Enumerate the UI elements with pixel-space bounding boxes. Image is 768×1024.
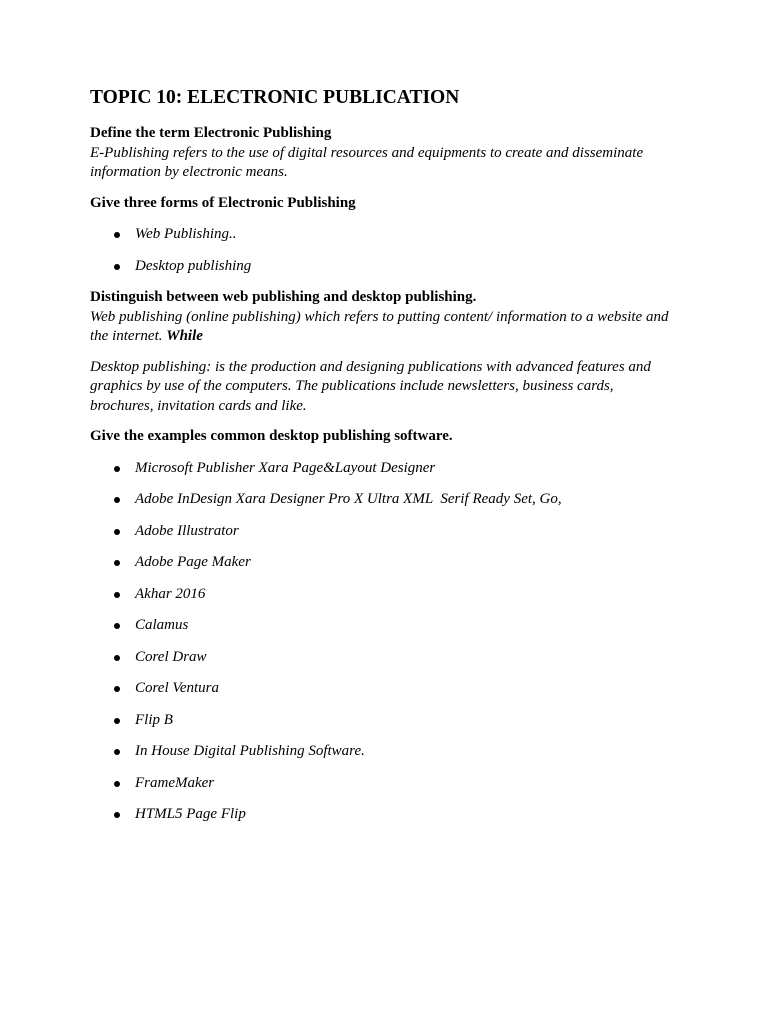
bullet-icon (114, 655, 120, 661)
list-item (90, 805, 678, 825)
answer-while: While (166, 328, 203, 344)
bullet-icon (114, 749, 120, 755)
bullet-icon (114, 466, 120, 472)
list-item-text: Corel Ventura (135, 680, 220, 696)
list-item-text: Akhar 2016 (135, 585, 206, 602)
list-item (90, 585, 678, 605)
bullet-icon (114, 812, 120, 818)
answer-web-publishing (90, 308, 678, 347)
bullet-icon (114, 781, 120, 787)
list-item (90, 225, 678, 245)
question-forms: Give three forms of Electronic Publishing (90, 194, 356, 211)
list-item (90, 522, 678, 542)
bullet-icon (114, 232, 120, 238)
list-item (90, 648, 678, 668)
question-software: Give the examples common desktop publishing software. (90, 428, 453, 444)
list-item-text: In House Digital Publishing Software. (135, 743, 365, 759)
list-item-text: Adobe InDesign Xara Designer Pro X Ultra XML Serif Ready Set, Go, (135, 491, 562, 507)
bullet-icon (114, 264, 120, 270)
answer-define: E-Publishing refers to the use of digital resources and equipments to create and disseminate information by electronic means. (90, 144, 644, 180)
list-item (90, 459, 678, 479)
list-item-text: Calamus (135, 617, 189, 633)
list-item-text: HTML5 Page Flip (135, 806, 246, 822)
list-item (90, 257, 678, 277)
forms-list (90, 225, 678, 276)
list-item-text: Adobe Illustrator (135, 522, 239, 539)
list-item-text: Microsoft Publisher Xara Page&Layout Designer (135, 459, 436, 476)
list-item-text: Corel Draw (135, 648, 207, 665)
list-item (90, 553, 678, 573)
bullet-icon (114, 497, 120, 503)
list-item (90, 679, 678, 699)
list-item-text: Flip B (135, 711, 173, 728)
page-title: TOPIC 10: ELECTRONIC PUBLICATION (90, 87, 460, 108)
list-item-text: Adobe Page Maker (135, 554, 251, 570)
bullet-icon (114, 623, 120, 629)
list-item (90, 774, 678, 794)
list-item (90, 742, 678, 762)
list-item (90, 490, 678, 510)
list-item-text: Desktop publishing (135, 257, 252, 274)
bullet-icon (114, 686, 120, 692)
answer-desktop-publishing: Desktop publishing: is the production and designing publications with advanced features and graphics by use of the computers. The publications include newsletters, business cards, brochures, invitation cards and like. (90, 358, 651, 414)
list-item-text: Web Publishing.. (135, 226, 237, 242)
bullet-icon (114, 592, 120, 598)
bullet-icon (114, 718, 120, 724)
bullet-icon (114, 560, 120, 566)
list-item (90, 616, 678, 636)
question-define: Define the term Electronic Publishing (90, 125, 332, 141)
bullet-icon (114, 529, 120, 535)
list-item (90, 711, 678, 731)
answer-web-text: Web publishing (online publishing) which refers to putting content/ information to a website and the internet. (90, 308, 669, 344)
software-list (90, 459, 678, 825)
list-item-text: FrameMaker (135, 774, 215, 791)
question-distinguish: Distinguish between web publishing and desktop publishing. (90, 289, 477, 305)
